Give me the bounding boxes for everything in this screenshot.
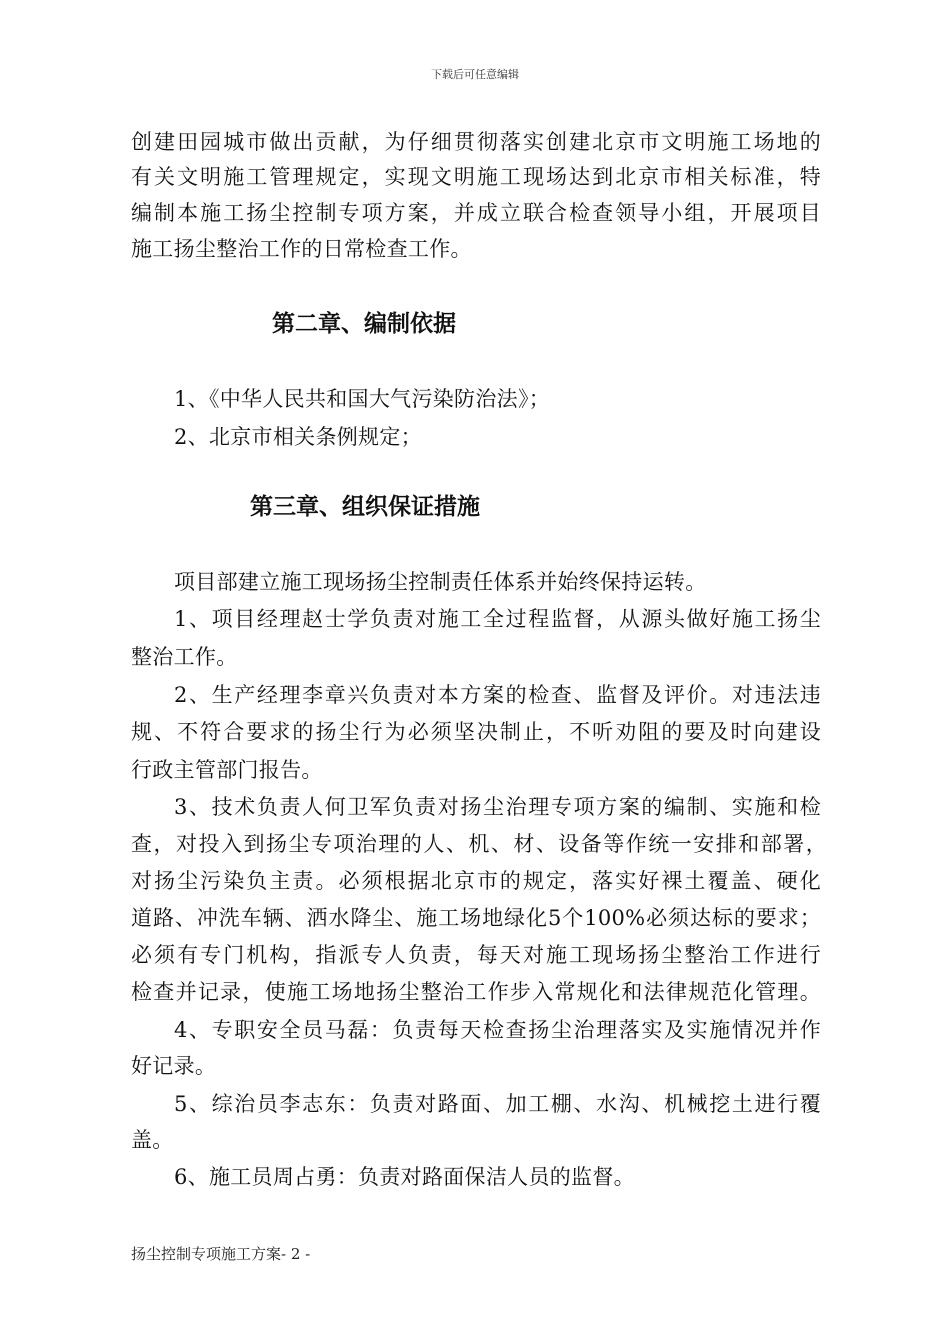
chapter-3-line-4: 2、生产经理李章兴负责对本方案的检查、监督及评价。对违法违 — [174, 683, 821, 707]
chapter-3-line-1: 项目部建立施工现场扬尘控制责任体系并始终保持运转。 — [174, 570, 707, 594]
chapter-2-heading: 第二章、编制依据 — [272, 311, 456, 337]
intro-line-3: 编制本施工扬尘控制专项方案，并成立联合检查领导小组，开展项目 — [131, 201, 821, 225]
intro-line-2: 有关文明施工管理规定，实现文明施工现场达到北京市相关标准，特 — [131, 165, 821, 189]
intro-line-4: 施工扬尘整治工作的日常检查工作。 — [131, 237, 472, 261]
chapter-3-line-16: 盖。 — [131, 1128, 174, 1152]
chapter-2-item-1: 1、《中华人民共和国大气污染防治法》； — [174, 387, 551, 411]
chapter-3-line-14: 好记录。 — [131, 1054, 217, 1078]
header-note: 下载后可任意编辑 — [431, 68, 519, 81]
chapter-3-line-3: 整治工作。 — [131, 645, 238, 669]
chapter-3-line-13: 4、专职安全员马磊：负责每天检查扬尘治理落实及实施情况并作 — [174, 1018, 821, 1042]
intro-line-1: 创建田园城市做出贡献，为仔细贯彻落实创建北京市文明施工场地的 — [131, 130, 821, 154]
chapter-3-line-9: 对扬尘污染负主责。必须根据北京市的规定，落实好裸土覆盖、硬化 — [131, 869, 821, 893]
footer-note: 扬尘控制专项施工方案- 2 - — [131, 1245, 311, 1263]
chapter-3-heading: 第三章、组织保证措施 — [250, 494, 480, 520]
chapter-3-line-17: 6、施工员周占勇：负责对路面保洁人员的监督。 — [174, 1165, 635, 1189]
chapter-3-line-7: 3、技术负责人何卫军负责对扬尘治理专项方案的编制、实施和检 — [174, 795, 821, 819]
chapter-3-line-6: 行政主管部门报告。 — [131, 758, 323, 782]
chapter-3-line-5: 规、不符合要求的扬尘行为必须坚决制止，不听劝阻的要及时向建设 — [131, 720, 821, 744]
chapter-3-line-11: 必须有专门机构，指派专人负责，每天对施工现场扬尘整治工作进行 — [131, 943, 821, 967]
chapter-3-line-2: 1、项目经理赵士学负责对施工全过程监督，从源头做好施工扬尘 — [174, 607, 821, 631]
chapter-2-item-2: 2、北京市相关条例规定； — [174, 425, 422, 449]
chapter-3-line-10: 道路、冲洗车辆、洒水降尘、施工场地绿化5个100%必须达标的要求； — [131, 906, 821, 930]
chapter-3-line-15: 5、综治员李志东：负责对路面、加工棚、水沟、机械挖土进行覆 — [174, 1092, 821, 1116]
chapter-3-line-12: 检查并记录，使施工场地扬尘整治工作步入常规化和法律规范化管理。 — [131, 980, 821, 1004]
chapter-3-line-8: 查，对投入到扬尘专项治理的人、机、材、设备等作统一安排和部署， — [131, 832, 827, 856]
